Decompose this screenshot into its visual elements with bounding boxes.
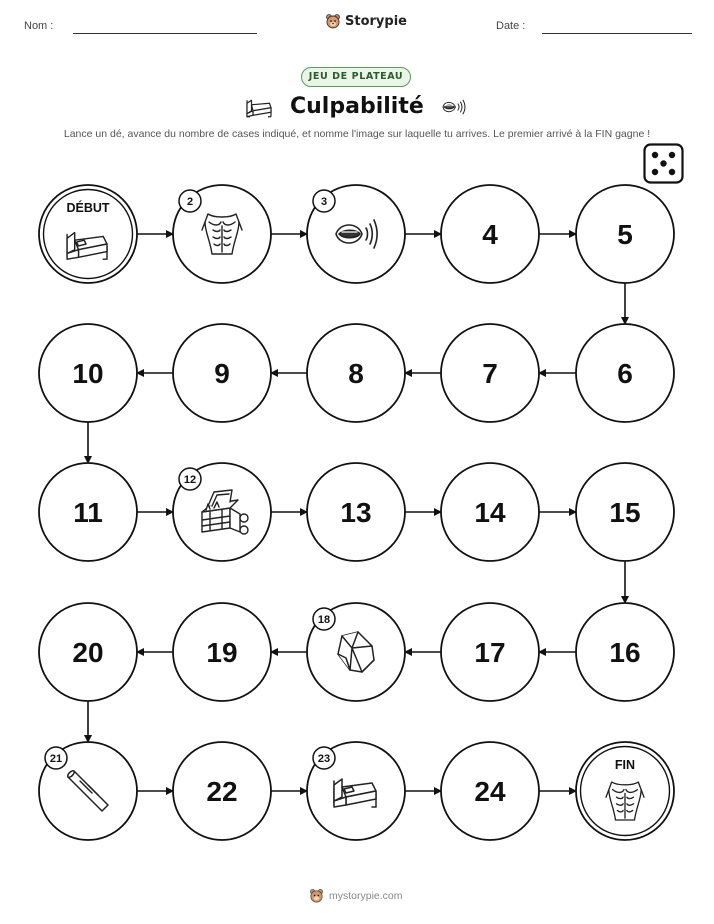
game-type-badge: JEU DE PLATEAU: [301, 67, 411, 87]
board-cell-3: [307, 185, 405, 283]
cell-number: 6: [617, 358, 633, 389]
instructions: Lance un dé, avance du nombre de cases indiqué, et nomme l'image sur laquelle tu arrives. Le premier arrivé à la FIN gagne !: [63, 128, 651, 140]
cell-number: 21: [49, 753, 63, 765]
cell-number: 24: [474, 776, 506, 807]
board-cell-1: [39, 185, 137, 283]
cell-number: 9: [214, 358, 230, 389]
cell-number: 20: [72, 637, 104, 668]
end-label: FIN: [614, 758, 636, 772]
cell-number: 11: [73, 497, 103, 528]
bear-icon: [309, 888, 324, 903]
cell-number: 12: [183, 474, 197, 486]
cell-number: 3: [320, 196, 328, 208]
footer-url: mystorypie.com: [329, 889, 403, 902]
cell-number: 2: [186, 196, 194, 208]
cell-number: 15: [609, 497, 641, 528]
board-cell-5: [576, 185, 674, 283]
board-cell-8: [307, 324, 405, 422]
cell-number: 19: [206, 637, 238, 668]
board-cell-9: [173, 324, 271, 422]
board-cell-18: [307, 603, 405, 701]
board-cell-20: [39, 603, 137, 701]
date-label: Date :: [496, 20, 526, 32]
cell-number: 4: [482, 219, 498, 250]
brand-name: Storypie: [345, 13, 407, 29]
cell-number: 8: [348, 358, 364, 389]
name-label: Nom :: [24, 20, 54, 32]
board-cell-4: [441, 185, 539, 283]
board-cell-14: [441, 463, 539, 561]
cell-number: 7: [482, 358, 498, 389]
board-cell-10: [39, 324, 137, 422]
board-cell-24: [441, 742, 539, 840]
board-cell-22: [173, 742, 271, 840]
board-cell-15: [576, 463, 674, 561]
start-label: DÉBUT: [66, 201, 110, 215]
footer: [309, 888, 403, 903]
cell-number: 13: [340, 497, 372, 528]
cell-number: 17: [474, 637, 506, 668]
cell-number: 5: [617, 219, 633, 250]
board-cell-21: [39, 742, 137, 840]
board-cell-25: [576, 742, 674, 840]
cell-number: 16: [609, 637, 641, 668]
cell-number: 14: [474, 497, 506, 528]
board-cell-11: [39, 463, 137, 561]
board-cell-16: [576, 603, 674, 701]
board-cell-6: [576, 324, 674, 422]
cell-number: 18: [317, 614, 331, 626]
cell-circle: [39, 185, 137, 283]
cell-number: 10: [72, 358, 104, 389]
board-cell-2: [173, 185, 271, 283]
board-cell-12: [173, 463, 271, 561]
board-cell-23: [307, 742, 405, 840]
board-cell-17: [441, 603, 539, 701]
board-cell-19: [173, 603, 271, 701]
board-cell-13: [307, 463, 405, 561]
cell-number: 22: [206, 776, 238, 807]
board-cell-7: [441, 324, 539, 422]
page-title: Culpabilité: [290, 94, 424, 119]
cell-number: 23: [317, 753, 331, 765]
